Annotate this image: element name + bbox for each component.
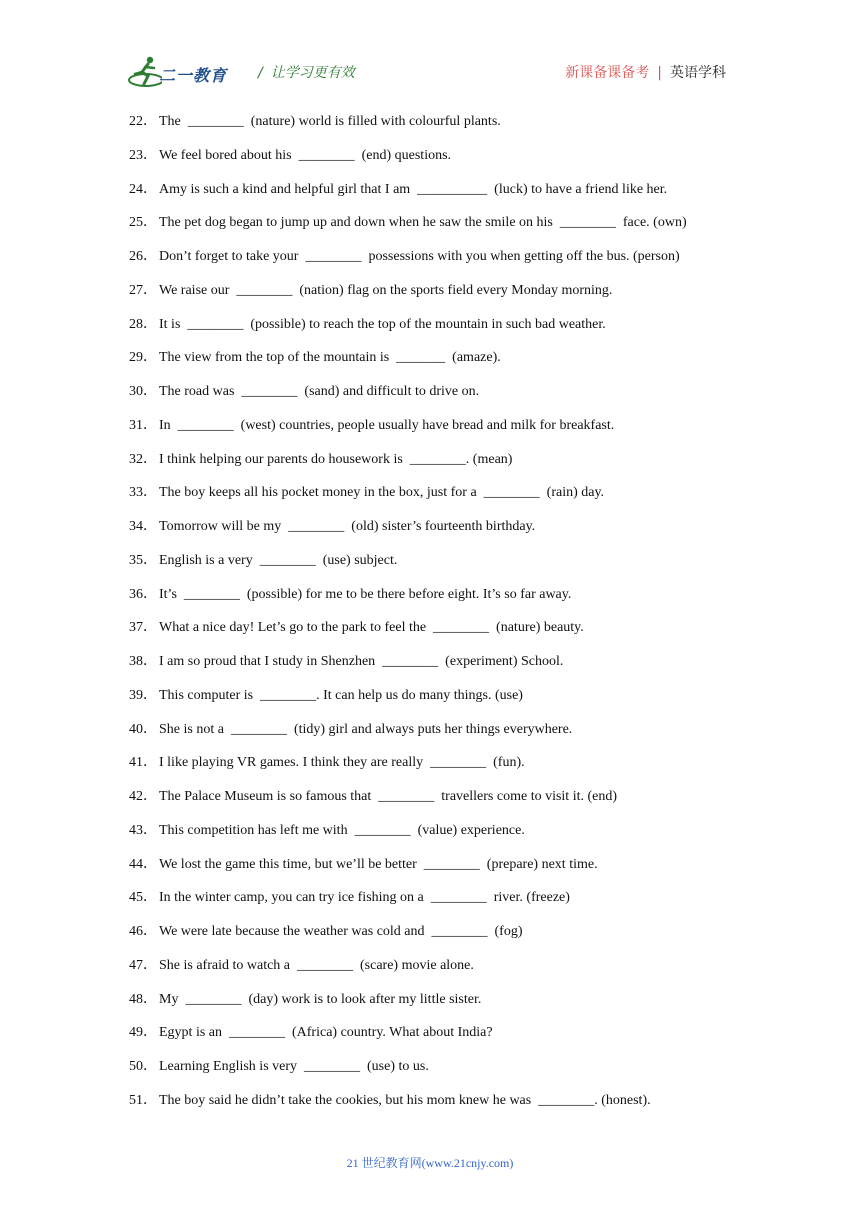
question-text: Tomorrow will be my ________ (old) sister’s fourteenth birthday. — [159, 519, 536, 534]
question-text: We feel bored about his ________ (end) questions. — [159, 147, 452, 163]
question-item — [129, 180, 749, 214]
question-number: 40． — [129, 721, 157, 737]
question-number: 44． — [129, 856, 157, 872]
question-item — [129, 652, 749, 686]
question-text: The Palace Museum is so famous that ________ travellers come to visit it. (end) — [159, 789, 618, 804]
question-number: 34． — [129, 519, 157, 534]
question-number: 22． — [129, 114, 157, 129]
question-text: Don’t forget to take your ________ possessions with you when getting off the bus. (person) — [159, 249, 680, 264]
question-item — [129, 618, 749, 652]
question-number: 28． — [129, 316, 157, 332]
runner-logo-icon — [126, 54, 162, 90]
question-number: 30． — [129, 384, 157, 399]
question-item — [129, 517, 749, 551]
question-item — [129, 990, 749, 1024]
question-number: 23． — [129, 147, 157, 163]
question-item — [129, 348, 749, 382]
question-text: I think helping our parents do housework is ________. (mean) — [159, 451, 513, 467]
question-text: She is not a ________ (tidy) girl and always puts her things everywhere. — [159, 721, 573, 737]
question-item — [129, 281, 749, 315]
brand-logo — [126, 54, 244, 94]
question-number: 32． — [129, 451, 157, 467]
page-header — [126, 54, 726, 94]
question-item — [129, 247, 749, 281]
question-item — [129, 483, 749, 517]
question-text: The view from the top of the mountain is _______ (amaze). — [159, 350, 501, 366]
question-item — [129, 1091, 749, 1125]
question-number: 36． — [129, 586, 157, 602]
question-number: 43． — [129, 822, 157, 838]
question-item — [129, 585, 749, 619]
question-number: 47． — [129, 957, 157, 973]
question-number: 24． — [129, 181, 157, 197]
question-number: 35． — [129, 552, 157, 568]
slash-divider: / — [258, 65, 263, 81]
question-text: The boy said he didn’t take the cookies, but his mom knew he was ________. (honest). — [159, 1092, 651, 1108]
question-text: My ________ (day) work is to look after my little sister. — [159, 991, 482, 1007]
question-item — [129, 787, 749, 821]
question-text: Learning English is very ________ (use) to us. — [159, 1059, 429, 1074]
question-number: 49． — [129, 1025, 157, 1041]
question-item — [129, 450, 749, 484]
question-text: I like playing VR games. I think they are really ________ (fun). — [159, 755, 525, 771]
question-text: The road was ________ (sand) and difficult to drive on. — [159, 384, 480, 399]
question-item — [129, 1057, 749, 1091]
logo-text: 二一教育 — [159, 66, 228, 85]
question-number: 46． — [129, 924, 157, 939]
question-item — [129, 753, 749, 787]
question-number: 41． — [129, 755, 157, 771]
question-text: This competition has left me with ________ (value) experience. — [159, 822, 525, 838]
question-number: 27． — [129, 282, 157, 298]
header-course: 新课备课备考 — [565, 65, 650, 81]
question-text: Egypt is an ________ (Africa) country. What about India? — [159, 1025, 493, 1041]
slogan — [258, 62, 355, 82]
question-text: The ________ (nature) world is filled with colourful plants. — [159, 114, 501, 129]
question-text: In ________ (west) countries, people usually have bread and milk for breakfast. — [159, 417, 615, 433]
question-number: 42． — [129, 789, 157, 804]
question-text: Amy is such a kind and helpful girl that I am __________ (luck) to have a friend like her. — [159, 181, 668, 197]
question-text: It is ________ (possible) to reach the top of the mountain in such bad weather. — [159, 316, 606, 332]
question-text: The pet dog began to jump up and down when he saw the smile on his ________ face. (own) — [159, 215, 687, 231]
question-item — [129, 213, 749, 247]
question-text: What a nice day! Let’s go to the park to feel the ________ (nature) beauty. — [159, 620, 584, 636]
question-number: 50． — [129, 1059, 157, 1074]
question-item — [129, 821, 749, 855]
question-number: 48． — [129, 991, 157, 1007]
question-number: 29． — [129, 350, 157, 366]
page-footer: 21 世纪教育网(www.21cnjy.com) — [346, 1156, 514, 1170]
question-text: She is afraid to watch a ________ (scare) movie alone. — [159, 957, 474, 973]
question-number: 37． — [129, 620, 157, 636]
question-item — [129, 855, 749, 889]
question-number: 33． — [129, 485, 157, 501]
question-item — [129, 956, 749, 990]
header-subject — [565, 62, 726, 82]
question-text: We were late because the weather was cold and ________ (fog) — [159, 924, 523, 939]
question-text: The boy keeps all his pocket money in the box, just for a ________ (rain) day. — [159, 485, 605, 501]
question-number: 31． — [129, 417, 157, 433]
question-text: We lost the game this time, but we’ll be better ________ (prepare) next time. — [159, 856, 598, 872]
question-number: 45． — [129, 890, 157, 906]
question-item — [129, 1023, 749, 1057]
question-text: English is a very ________ (use) subject. — [159, 552, 398, 568]
question-number: 39． — [129, 687, 157, 703]
question-number: 51． — [129, 1092, 157, 1108]
question-item — [129, 922, 749, 956]
question-item — [129, 720, 749, 754]
question-text: In the winter camp, you can try ice fishing on a ________ river. (freeze) — [159, 890, 570, 906]
question-text: We raise our ________ (nation) flag on the sports field every Monday morning. — [159, 282, 613, 298]
header-subject-label: 英语学科 — [670, 65, 726, 81]
question-text: This computer is ________. It can help us do many things. (use) — [159, 687, 523, 703]
question-item — [129, 315, 749, 349]
question-item — [129, 551, 749, 585]
question-item — [129, 382, 749, 416]
question-item — [129, 888, 749, 922]
question-text: I am so proud that I study in Shenzhen ________ (experiment) School. — [159, 654, 564, 669]
question-item — [129, 146, 749, 180]
question-item — [129, 416, 749, 450]
header-separator: | — [657, 65, 662, 81]
question-item — [129, 686, 749, 720]
slogan-text: 让学习更有效 — [270, 65, 355, 81]
question-item — [129, 112, 749, 146]
question-list — [129, 112, 749, 1125]
question-text: It’s ________ (possible) for me to be there before eight. It’s so far away. — [159, 586, 572, 602]
question-number: 38． — [129, 654, 157, 669]
question-number: 25． — [129, 215, 157, 231]
question-number: 26． — [129, 249, 157, 264]
